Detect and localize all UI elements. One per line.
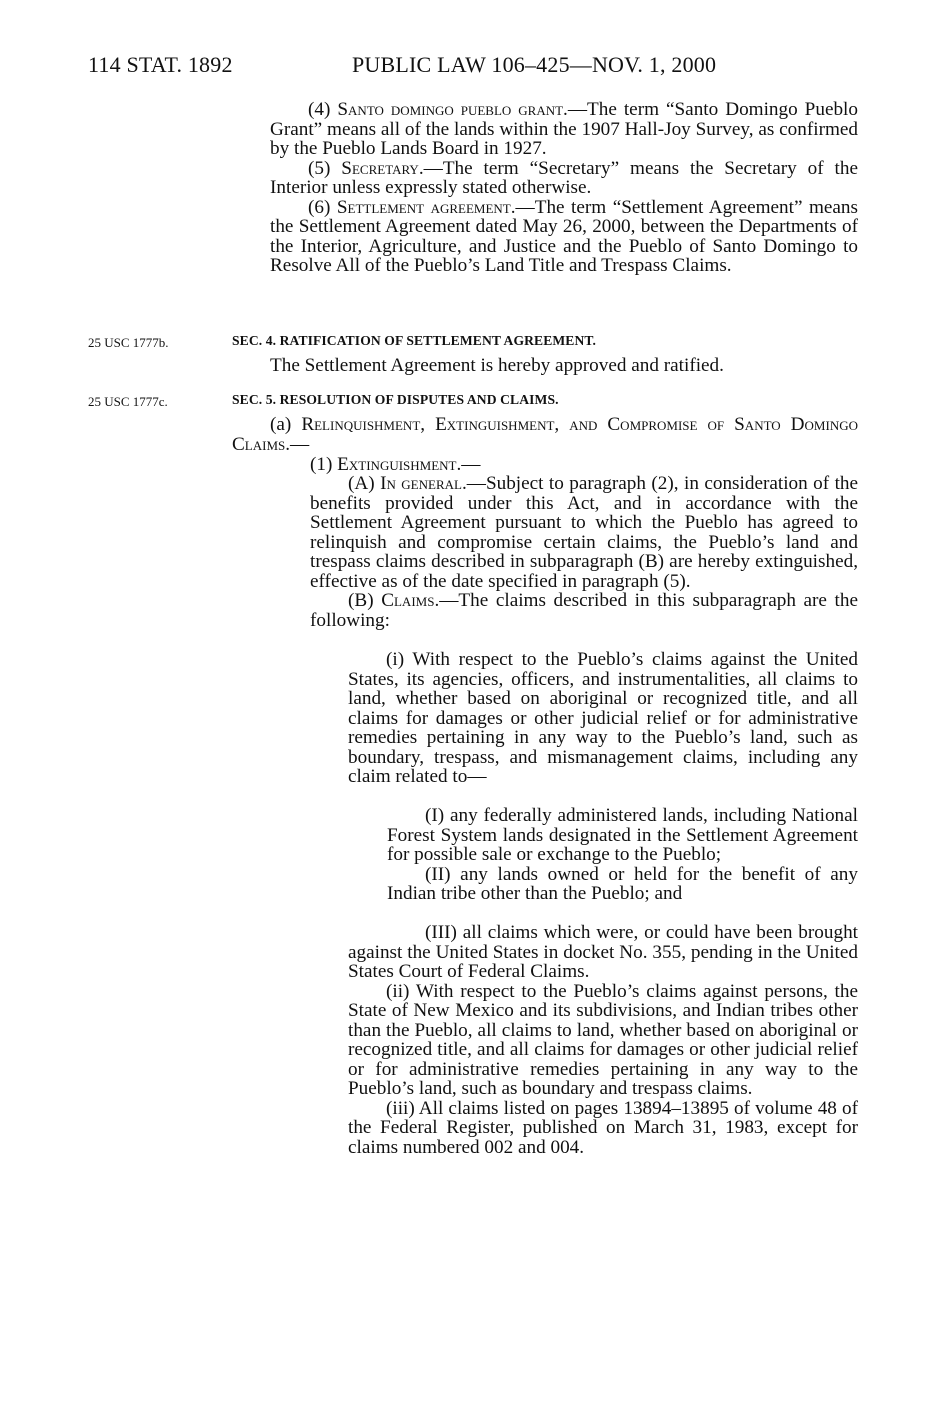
subclause-II: (II) any lands owned or held for the benefit of any Indian tribe other than the Pueblo; and xyxy=(387,863,858,904)
clause-iii: (iii) All claims listed on pages 13894–13895 of volume 48 of the Federal Register, published on March 31, 1983, except for claims numbered 002 and 004. xyxy=(348,1097,858,1158)
subsection-dash: .— xyxy=(285,433,310,455)
subsection-a-heading xyxy=(232,415,858,454)
definition-text: .—The term “Settlement Agreement” means the Settlement Agreement dated May 26, 2000, between the Departments of the Interior, Agriculture, and Justice and the Pueblo of Santo Domingo to Resolve All of the Pueblo’s Land Title and Trespass Claims. xyxy=(270,196,858,276)
definition-6 xyxy=(270,198,858,276)
subparagraph-body: .—Subject to paragraph (2), in consideration of the benefits provided under this Act, and in accordance with the Settlement Agreement pursuant to which the Pueblo has agreed to relinquish and compromise certain claims, the Pueblo’s land and trespass claims described in subparagraph (B) are hereby extinguished, effective as of the date specified in paragraph (5). xyxy=(310,473,859,592)
definitions-block xyxy=(270,100,858,276)
clause-ii: (ii) With respect to the Pueblo’s claims against persons, the State of New Mexico and its subdivisions, and Indian tribes other than the Pueblo, all claims to land, whether based on aboriginal or recognized title, and all claims for damages or other judicial relief or for administrative remedies pertaining in any way to the Pueblo’s land, such as boundary and trespass claims. xyxy=(348,980,858,1099)
subparagraph-title: In general xyxy=(380,473,462,494)
usc-margin-note-sec5: 25 USC 1777c. xyxy=(88,394,168,409)
subparagraph-number: (B) xyxy=(348,590,374,611)
subclause-III-block xyxy=(348,923,858,1157)
definition-text: .—The term “Santo Domingo Pueblo Grant” means all of the lands within the 1907 Hall-Joy Survey, as confirmed by the Pueblo Lands Board in 1927. xyxy=(270,99,858,159)
definition-5 xyxy=(270,159,858,198)
section-4-text: The Settlement Agreement is hereby approved and ratified. xyxy=(270,355,724,376)
subclauses-block xyxy=(387,806,858,904)
definition-4 xyxy=(270,100,858,159)
subparagraph-B-text xyxy=(310,591,858,630)
usc-margin-note-sec4: 25 USC 1777b. xyxy=(88,335,169,350)
paragraph-number: (1) xyxy=(310,454,333,475)
paragraph-1 xyxy=(310,455,858,475)
subclause-I: (I) any federally administered lands, including National Forest System lands designated in the Settlement Agreement for possible sale or exchange to the Pueblo; xyxy=(387,805,858,865)
definition-term: Santo domingo pueblo grant xyxy=(337,99,564,120)
subparagraph-number: (A) xyxy=(348,473,375,494)
definition-text: .—The term “Secretary” means the Secretary of the Interior unless expressly stated otherwise. xyxy=(270,157,858,198)
definition-number: (6) xyxy=(308,196,331,218)
definition-term: Settlement agreement xyxy=(336,196,511,218)
paragraph-title: Extinguishment xyxy=(337,454,457,475)
section-5-heading: SEC. 5. RESOLUTION OF DISPUTES AND CLAIMS. xyxy=(232,392,559,407)
section-4-body xyxy=(270,356,858,376)
clause-i: (i) With respect to the Pueblo’s claims against the United States, its agencies, officers, and instrumentalities, all claims to land, whether based on aboriginal or recognized title, and all claims for damages or other judicial relief or for administrative remedies pertaining in any way to the Pueblo’s land, such as boundary, trespass, and mismanagement claims, including any claim related to— xyxy=(348,649,858,787)
subparagraph-title: Claims xyxy=(381,590,435,611)
subsection-number: (a) xyxy=(270,414,292,435)
page-citation: 114 STAT. 1892 xyxy=(88,52,233,77)
section-4-heading: SEC. 4. RATIFICATION OF SETTLEMENT AGREEMENT. xyxy=(232,333,597,348)
definition-number: (5) xyxy=(308,157,331,179)
paragraph-dash: .— xyxy=(456,454,481,475)
subparagraph-A xyxy=(310,474,858,630)
subclause-III: (III) all claims which were, or could have been brought against the United States in docket No. 355, pending in the United States Court of Federal Claims. xyxy=(348,922,858,982)
subparagraph-A-text xyxy=(310,474,858,591)
subsection-a xyxy=(232,415,858,454)
definition-number: (4) xyxy=(308,99,331,120)
subparagraph-body: .—The claims described in this subparagraph are the following: xyxy=(310,590,858,631)
paragraph-1-heading xyxy=(310,455,858,475)
running-header: PUBLIC LAW 106–425—NOV. 1, 2000 xyxy=(352,52,717,77)
definition-term: Secretary xyxy=(341,157,419,179)
subsection-title: Relinquishment, Extinguishment, and Compromise of Santo Domingo Claims xyxy=(232,414,858,455)
clause-i-block xyxy=(348,650,858,787)
